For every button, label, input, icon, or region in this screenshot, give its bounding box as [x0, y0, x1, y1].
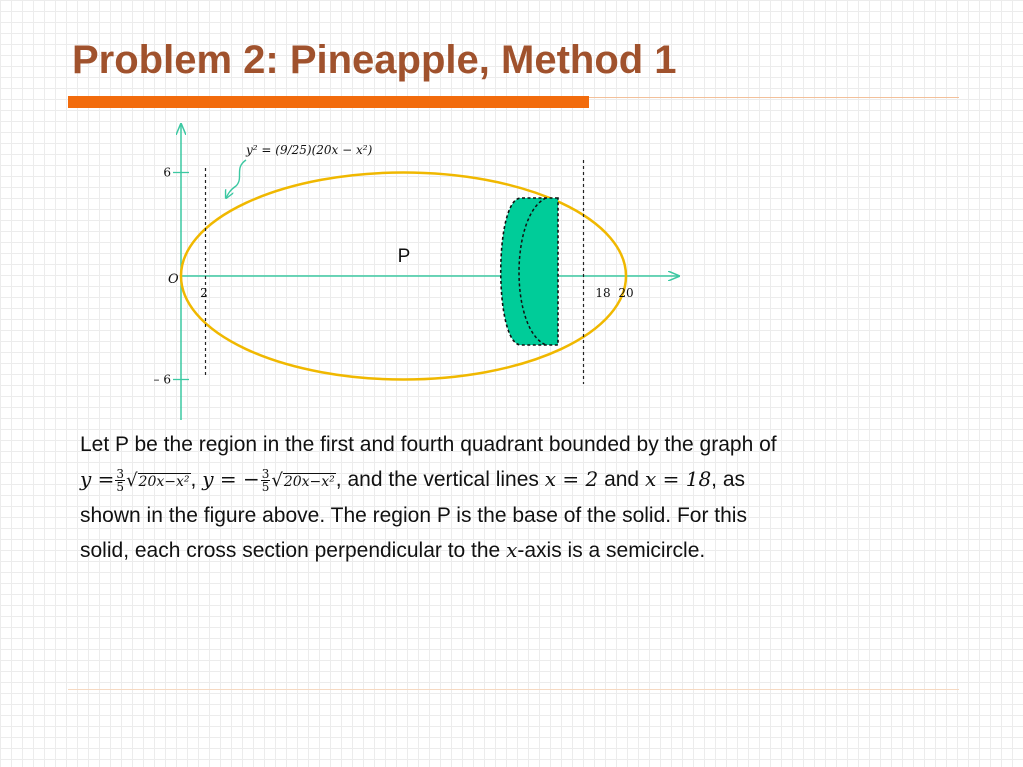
y-tick-label-neg6: – 6: [153, 372, 171, 387]
problem-statement: [80, 428, 960, 568]
equation-lower-curve-lhs: y = −: [202, 467, 260, 491]
fraction-three-fifths: $\frac{3}{5}$: [116, 466, 125, 494]
x-tick-label-20: 20: [618, 286, 634, 300]
semicircle-cross-section: [501, 198, 558, 345]
equation-upper-radicand: 20x−x²: [138, 474, 190, 490]
footer-rule: [68, 689, 959, 690]
statement-line-4: solid, each cross section perpendicular to the x-axis is a semicircle.: [80, 538, 706, 562]
region-label-p: P: [397, 246, 411, 267]
sqrt-symbol: √: [126, 470, 138, 491]
fraction-three-fifths: $\frac{3}{5}$: [261, 466, 270, 494]
statement-mid: , and the vertical lines: [335, 468, 539, 491]
x-tick-label-18: 18: [595, 286, 611, 300]
statement-line-3: shown in the figure above. The region P is the base of the solid. For this: [80, 504, 747, 527]
statement-line-2: y = $\frac{3}{5}$ √20x−x², y = − $\frac{3}{5}$ √20x−x², and the vertical lines x = 2 and x = 18, as: [80, 466, 746, 494]
slide-title: Problem 2: Pineapple, Method 1: [72, 38, 677, 82]
equation-x-equals-18: x = 18: [644, 467, 712, 491]
equation-x-equals-2: x = 2: [544, 467, 599, 491]
ellipse-equation-label: y² = (9/25)(20x − x²): [246, 143, 373, 157]
x-tick-label-2: 2: [200, 286, 208, 300]
statement-line-1: Let P be the region in the first and fourth quadrant bounded by the graph of: [80, 433, 777, 456]
sqrt-symbol: √: [271, 470, 283, 491]
equation-upper-curve-lhs: y =: [80, 467, 115, 491]
y-tick-label-6: 6: [163, 165, 171, 180]
equation-callout-arrow: [226, 160, 246, 198]
equation-lower-radicand: 20x−x²: [283, 474, 335, 490]
origin-label: O: [168, 272, 179, 287]
